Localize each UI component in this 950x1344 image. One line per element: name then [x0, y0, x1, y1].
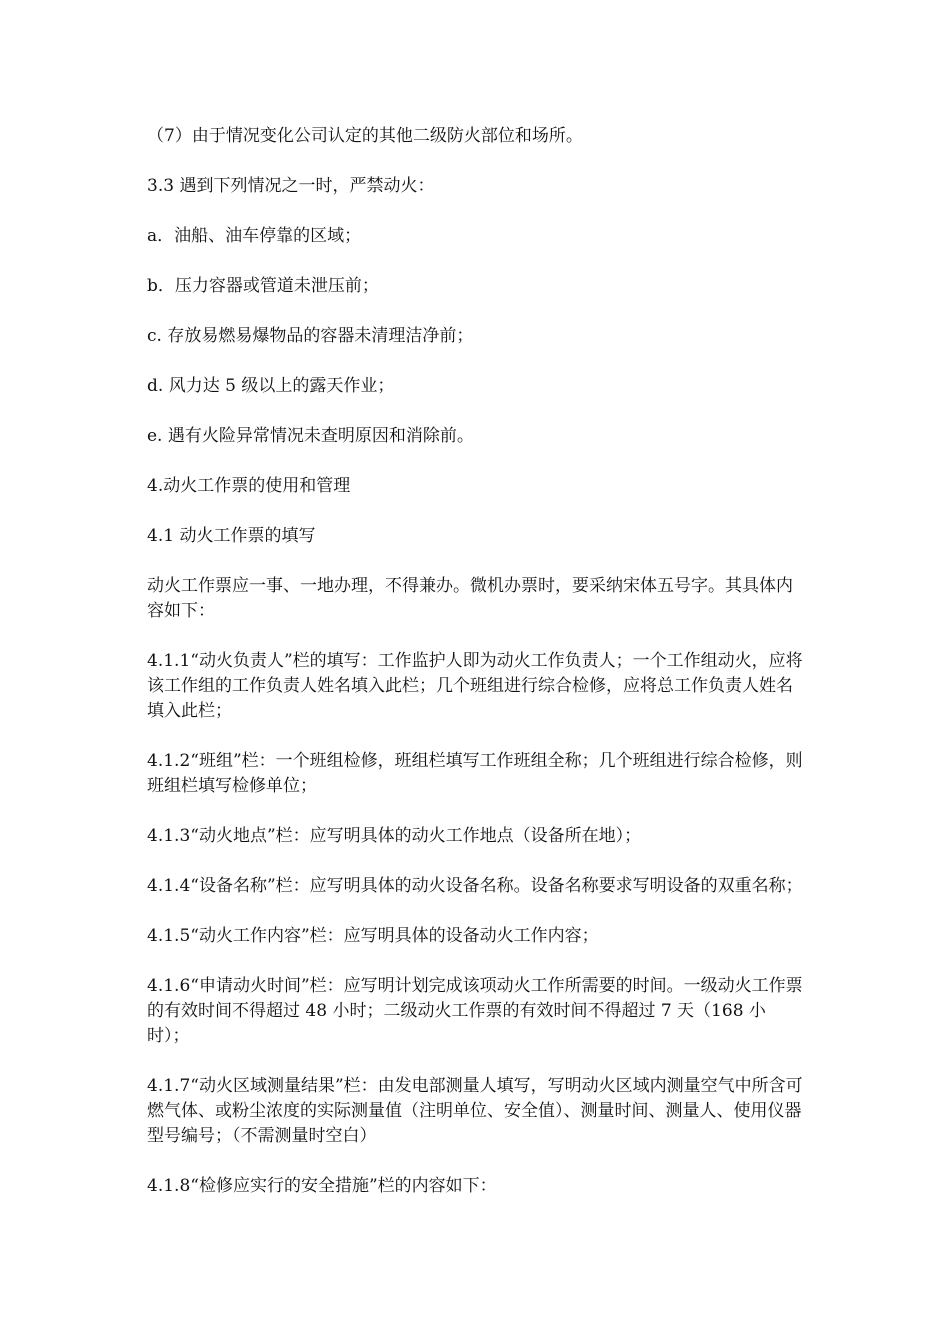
- paragraph-item-b: b．压力容器或管道未泄压前；: [147, 276, 379, 296]
- paragraph-section-3-3: 3.3 遇到下列情况之一时，严禁动火：: [147, 176, 435, 196]
- heading-section-4-1: 4.1 动火工作票的填写: [147, 526, 316, 546]
- paragraph-item-a: a．油船、油车停靠的区域；: [147, 226, 362, 246]
- paragraph-4-1-2: 4.1.2“班组”栏：一个班组检修，班组栏填写工作班组全称；几个班组进行综合检修，则班组栏填写检修单位；: [147, 751, 803, 796]
- paragraph-4-1-6: 4.1.6“申请动火时间”栏：应写明计划完成该项动火工作所需要的时间。一级动火工作票的有效时间不得超过 48 小时；二级动火工作票的有效时间不得超过 7 天（168 小时）；: [147, 976, 803, 1046]
- paragraph-4-1-1: 4.1.1“动火负责人”栏的填写：工作监护人即为动火工作负责人；一个工作组动火，应将该工作组的工作负责人姓名填入此栏；几个班组进行综合检修，应将总工作负责人姓名填入此栏；: [147, 651, 803, 721]
- paragraph-item-e: e. 遇有火险异常情况未查明原因和消除前。: [147, 426, 474, 446]
- paragraph-4-1-7: 4.1.7“动火区域测量结果”栏：由发电部测量人填写，写明动火区域内测量空气中所含可燃气体、或粉尘浓度的实际测量值（注明单位、安全值）、测量时间、测量人、使用仪器型号编号；（不需测量时空白）: [147, 1076, 803, 1146]
- paragraph-4-1-5: 4.1.5“动火工作内容”栏：应写明具体的设备动火工作内容；: [147, 926, 599, 946]
- paragraph-4-1-4: 4.1.4“设备名称”栏：应写明具体的动火设备名称。设备名称要求写明设备的双重名称；: [147, 876, 803, 896]
- paragraph-4-1-8: 4.1.8“检修应实行的安全措施”栏的内容如下：: [147, 1176, 497, 1196]
- paragraph-ticket-intro: 动火工作票应一事、一地办理，不得兼办。微机办票时，要采纳宋体五号字。其具体内容如下：: [147, 576, 793, 621]
- paragraph-item-c: c. 存放易燃易爆物品的容器未清理洁净前；: [147, 326, 474, 346]
- paragraph-item-d: d. 风力达 5 级以上的露天作业；: [147, 376, 395, 396]
- paragraph-fire-zone-other: （7）由于情况变化公司认定的其他二级防火部位和场所。: [147, 126, 583, 146]
- paragraph-4-1-3: 4.1.3“动火地点”栏：应写明具体的动火工作地点（设备所在地）；: [147, 826, 642, 846]
- document-body: [147, 124, 807, 1224]
- heading-section-4: 4.动火工作票的使用和管理: [147, 476, 351, 496]
